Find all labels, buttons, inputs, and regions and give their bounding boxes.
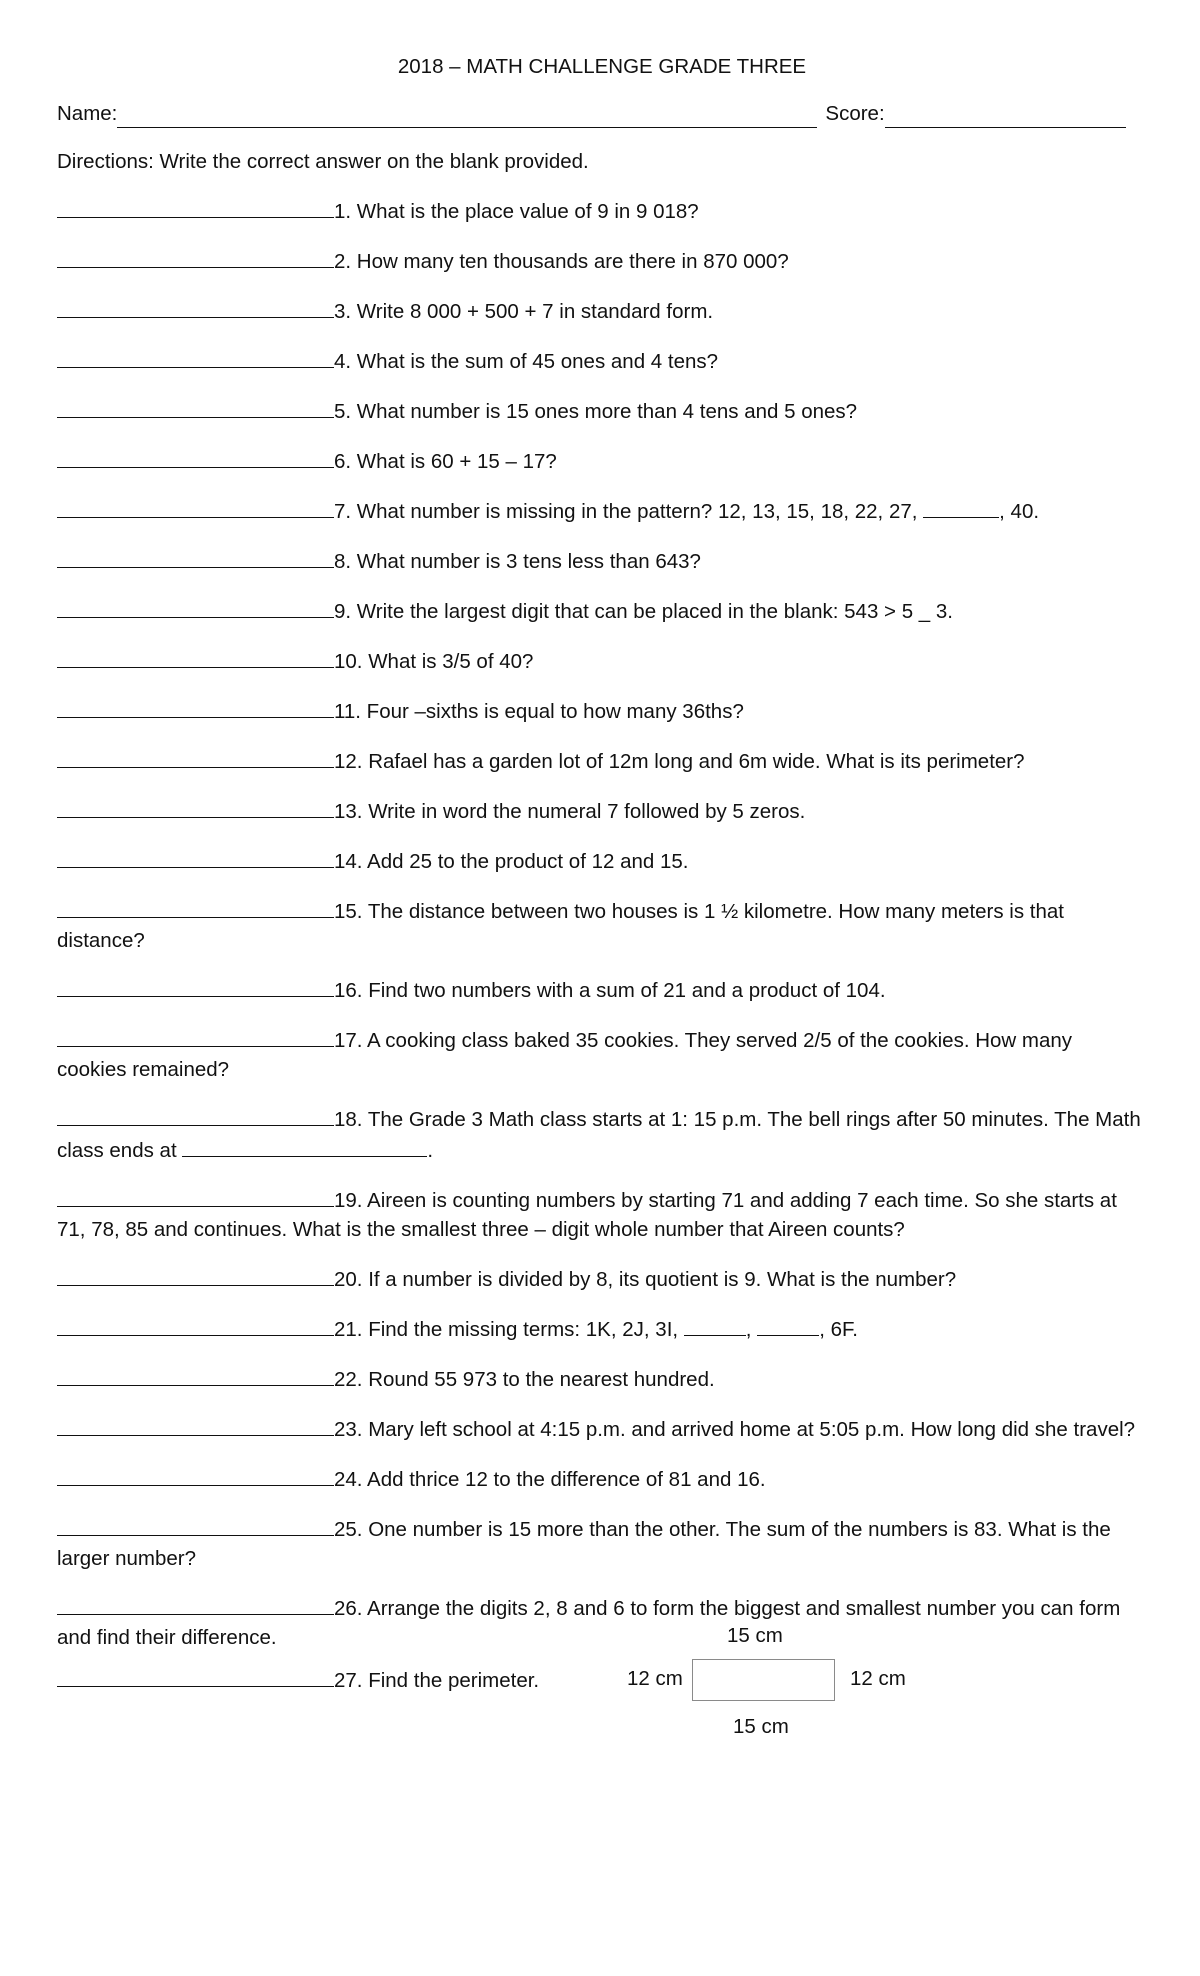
question-9 xyxy=(57,595,1147,626)
question-4 xyxy=(57,345,1147,376)
question-text-22: 22. Round 55 973 to the nearest hundred. xyxy=(334,1368,715,1391)
question-text-21-end: , 6F. xyxy=(819,1318,858,1341)
question-2 xyxy=(57,245,1147,276)
question-3 xyxy=(57,295,1147,326)
answer-blank-26[interactable] xyxy=(57,1592,334,1615)
question-text-2: 2. How many ten thousands are there in 870 000? xyxy=(334,250,789,273)
question-1 xyxy=(57,195,1147,226)
question-text-10: 10. What is 3/5 of 40? xyxy=(334,650,534,673)
answer-blank-20[interactable] xyxy=(57,1263,334,1286)
question-22 xyxy=(57,1363,1147,1394)
answer-blank-24[interactable] xyxy=(57,1463,334,1486)
answer-blank-19[interactable] xyxy=(57,1184,334,1207)
score-field[interactable] xyxy=(885,105,1126,128)
question-text-21: 21. Find the missing terms: 1K, 2J, 3I, xyxy=(334,1318,679,1341)
question-text-21-sep: , xyxy=(745,1318,752,1341)
question-text-7: 7. What number is missing in the pattern? 12, 13, 15, 18, 22, 27, xyxy=(334,500,918,523)
worksheet-title: 2018 – MATH CHALLENGE GRADE THREE xyxy=(397,55,807,78)
answer-blank-18[interactable] xyxy=(57,1103,334,1126)
rectangle-right-length: 12 cm xyxy=(850,1667,906,1690)
question-text-19: 19. Aireen is counting numbers by starting 71 and adding 7 each time. So she starts at 71, 78, 85 and continues. What is the smallest three – digit whole number that Aireen counts? xyxy=(57,1189,1117,1241)
missing-term-blank-2[interactable] xyxy=(757,1313,819,1336)
answer-blank-4[interactable] xyxy=(57,345,334,368)
directions: Directions: Write the correct answer on the blank provided. xyxy=(57,150,589,173)
score-label: Score: xyxy=(825,102,885,125)
answer-blank-13[interactable] xyxy=(57,795,334,818)
answer-blank-16[interactable] xyxy=(57,974,334,997)
question-15 xyxy=(57,895,1147,955)
question-text-8: 8. What number is 3 tens less than 643? xyxy=(334,550,701,573)
answer-blank-12[interactable] xyxy=(57,745,334,768)
answer-blank-9[interactable] xyxy=(57,595,334,618)
answer-blank-22[interactable] xyxy=(57,1363,334,1386)
question-10 xyxy=(57,645,1147,676)
answer-blank-5[interactable] xyxy=(57,395,334,418)
question-text-18: 18. The Grade 3 Math class starts at 1: 15 p.m. The bell rings after 50 minutes. The Math class ends at xyxy=(57,1108,1141,1162)
question-24 xyxy=(57,1463,1147,1494)
question-text-7-end: , 40. xyxy=(999,500,1040,523)
question-20 xyxy=(57,1263,1147,1294)
missing-term-blank-1[interactable] xyxy=(684,1313,746,1336)
answer-blank-3[interactable] xyxy=(57,295,334,318)
question-26 xyxy=(57,1592,1147,1652)
question-text-16: 16. Find two numbers with a sum of 21 and a product of 104. xyxy=(334,979,886,1002)
answer-blank-10[interactable] xyxy=(57,645,334,668)
name-label: Name: xyxy=(57,102,118,125)
pattern-blank[interactable] xyxy=(923,495,999,518)
question-text-14: 14. Add 25 to the product of 12 and 15. xyxy=(334,850,689,873)
rectangle-bottom-length: 15 cm xyxy=(733,1715,789,1738)
question-text-27: 27. Find the perimeter. xyxy=(334,1669,540,1692)
answer-blank-14[interactable] xyxy=(57,845,334,868)
question-8 xyxy=(57,545,1147,576)
question-text-9: 9. Write the largest digit that can be placed in the blank: 543 > 5 _ 3. xyxy=(334,600,954,623)
question-5 xyxy=(57,395,1147,426)
question-11 xyxy=(57,695,1147,726)
question-12 xyxy=(57,745,1147,776)
answer-blank-1[interactable] xyxy=(57,195,334,218)
question-21 xyxy=(57,1313,1147,1344)
question-text-13: 13. Write in word the numeral 7 followed by 5 zeros. xyxy=(334,800,806,823)
answer-blank-15[interactable] xyxy=(57,895,334,918)
question-23 xyxy=(57,1413,1147,1444)
answer-blank-27[interactable] xyxy=(57,1664,334,1687)
question-text-18-end: . xyxy=(427,1139,434,1162)
question-text-23: 23. Mary left school at 4:15 p.m. and arrived home at 5:05 p.m. How long did she travel? xyxy=(334,1418,1136,1441)
rectangle-top-length: 15 cm xyxy=(727,1624,783,1647)
question-27 xyxy=(57,1664,1147,1760)
answer-blank-6[interactable] xyxy=(57,445,334,468)
question-text-11: 11. Four –sixths is equal to how many 36ths? xyxy=(334,700,744,723)
question-text-1: 1. What is the place value of 9 in 9 018? xyxy=(334,200,699,223)
perimeter-rectangle xyxy=(692,1659,835,1701)
question-7 xyxy=(57,495,1147,526)
answer-blank-25[interactable] xyxy=(57,1513,334,1536)
name-score-row xyxy=(57,99,1147,128)
question-text-3: 3. Write 8 000 + 500 + 7 in standard form. xyxy=(334,300,714,323)
question-13 xyxy=(57,795,1147,826)
question-text-26: 26. Arrange the digits 2, 8 and 6 to form the biggest and smallest number you can form and find their difference. xyxy=(57,1597,1121,1649)
question-18 xyxy=(57,1103,1147,1165)
answer-blank-2[interactable] xyxy=(57,245,334,268)
question-text-12: 12. Rafael has a garden lot of 12m long and 6m wide. What is its perimeter? xyxy=(334,750,1025,773)
rectangle-left-length: 12 cm xyxy=(627,1667,683,1690)
name-field[interactable] xyxy=(117,105,817,128)
answer-blank-17[interactable] xyxy=(57,1024,334,1047)
question-17 xyxy=(57,1024,1147,1084)
answer-blank-21[interactable] xyxy=(57,1313,334,1336)
question-text-20: 20. If a number is divided by 8, its quotient is 9. What is the number? xyxy=(334,1268,957,1291)
answer-blank-23[interactable] xyxy=(57,1413,334,1436)
question-text-24: 24. Add thrice 12 to the difference of 81 and 16. xyxy=(334,1468,766,1491)
question-25 xyxy=(57,1513,1147,1573)
question-text-15: 15. The distance between two houses is 1 ½ kilometre. How many meters is that distance? xyxy=(57,900,1065,952)
question-14 xyxy=(57,845,1147,876)
worksheet xyxy=(57,52,1147,1760)
answer-blank-11[interactable] xyxy=(57,695,334,718)
question-text-6: 6. What is 60 + 15 – 17? xyxy=(334,450,557,473)
question-16 xyxy=(57,974,1147,1005)
question-text-25: 25. One number is 15 more than the other. The sum of the numbers is 83. What is the larger number? xyxy=(57,1518,1111,1570)
answer-blank-8[interactable] xyxy=(57,545,334,568)
question-text-4: 4. What is the sum of 45 ones and 4 tens? xyxy=(334,350,719,373)
question-19 xyxy=(57,1184,1147,1244)
question-text-17: 17. A cooking class baked 35 cookies. They served 2/5 of the cookies. How many cookies remained? xyxy=(57,1029,1073,1081)
question-text-5: 5. What number is 15 ones more than 4 tens and 5 ones? xyxy=(334,400,858,423)
question-6 xyxy=(57,445,1147,476)
class-end-blank[interactable] xyxy=(182,1134,427,1157)
answer-blank-7[interactable] xyxy=(57,495,334,518)
